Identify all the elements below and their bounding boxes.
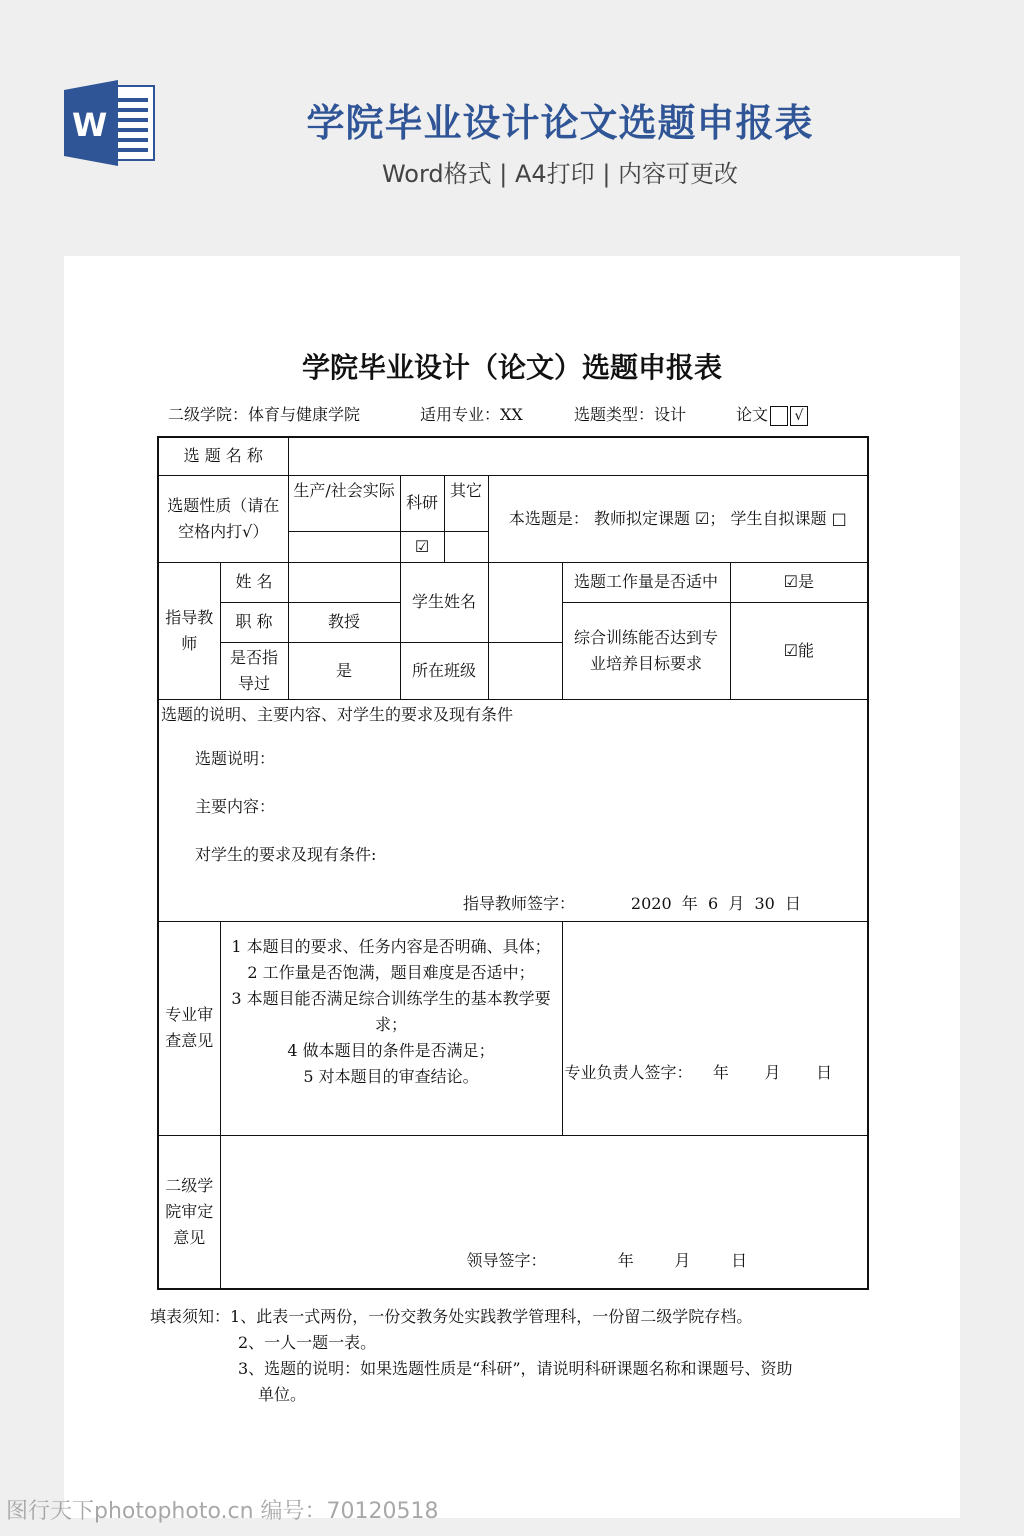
meta-major: 适用专业：XX: [420, 405, 523, 424]
type-checkbox-1[interactable]: [770, 406, 788, 426]
description-explain: 选题说明：: [195, 748, 276, 768]
nature-mark-research[interactable]: ☑: [400, 531, 444, 562]
topic-name-label: 选 题 名 称: [158, 437, 288, 475]
description-content: 主要内容：: [195, 796, 276, 816]
banner-title: 学院毕业设计论文选题申报表: [306, 101, 814, 145]
advisor-label: 指导教师: [158, 562, 220, 699]
student-class-field[interactable]: [488, 642, 562, 699]
topic-source: 本选题是： 教师拟定课题 ☑； 学生自拟课题 □: [488, 475, 868, 562]
advisor-signature: 指导教师签字： 2020 年 6 月 30 日: [462, 893, 802, 913]
notes-line: 3、选题的说明：如果选题性质是“科研”，请说明科研课题名称和课题号、资助: [238, 1359, 793, 1378]
nature-option-production: 生产/社会实际: [288, 475, 400, 531]
review-item: 3 本题目能否满足综合训练学生的基本教学要求；: [231, 988, 551, 1034]
fill-instructions: [150, 1304, 890, 1408]
description-requirements: 对学生的要求及现有条件:: [195, 844, 377, 864]
advisor-name-field[interactable]: [288, 562, 400, 602]
workload-value[interactable]: ☑是: [730, 562, 868, 602]
student-name-label: 学生姓名: [400, 562, 488, 642]
review-item: 2 工作量是否饱满，题目难度是否适中；: [247, 962, 535, 982]
training-label: 综合训练能否达到专业培养目标要求: [562, 602, 730, 699]
banner-subtitle: Word格式 | A4打印 | 内容可更改: [381, 160, 739, 188]
notes-line: 单位。: [258, 1385, 307, 1404]
notes-line: 1、此表一式两份，一份交教务处实践教学管理科，一份留二级学院存档。: [230, 1307, 753, 1326]
workload-label: 选题工作量是否适中: [562, 562, 730, 602]
description-heading: 选题的说明、主要内容、对学生的要求及现有条件: [161, 704, 514, 724]
meta-college: 二级学院：体育与健康学院: [168, 405, 361, 424]
review-signature-area[interactable]: [562, 921, 868, 1135]
advisor-name-label: 姓 名: [220, 562, 288, 602]
review-item: 4 做本题目的条件是否满足；: [287, 1040, 495, 1060]
review-item: 5 对本题目的审查结论。: [303, 1066, 479, 1086]
form-title: 学院毕业设计（论文）选题申报表: [301, 351, 722, 384]
advisor-title-label: 职 称: [220, 602, 288, 642]
college-review-label: 二级学院审定意见: [158, 1135, 220, 1289]
nature-option-other: 其它: [444, 475, 488, 531]
type-checkbox-2[interactable]: √: [790, 406, 808, 426]
major-head-signature: 专业负责人签字： 年 月 日: [564, 1062, 833, 1082]
student-name-field[interactable]: [488, 562, 562, 642]
advisor-guided-label: 是否指导过: [220, 642, 288, 699]
description-section[interactable]: [158, 699, 868, 921]
review-item: 1 本题目的要求、任务内容是否明确、具体；: [231, 936, 551, 956]
meta-type-lunwen: [736, 402, 808, 426]
meta-lunwen-label: 论文: [736, 405, 769, 424]
word-document-icon: [64, 80, 156, 166]
meta-type: 选题类型：设计: [574, 405, 687, 424]
advisor-title-value: 教授: [288, 602, 400, 642]
nature-mark-other[interactable]: [444, 531, 488, 562]
advisor-guided-value: 是: [288, 642, 400, 699]
topic-name-field[interactable]: [288, 437, 868, 475]
student-class-label: 所在班级: [400, 642, 488, 699]
nature-option-research: 科研: [400, 475, 444, 531]
nature-label: 选题性质（请在空格内打√）: [158, 475, 288, 562]
application-form-table: [157, 436, 869, 1290]
training-value[interactable]: ☑能: [730, 602, 868, 699]
notes-line: 2、一人一题一表。: [238, 1333, 377, 1352]
svg-text:W: W: [72, 106, 108, 144]
leader-signature: 领导签字： 年 月 日: [466, 1251, 748, 1270]
college-review-area[interactable]: [220, 1135, 868, 1289]
review-label: 专业审查意见: [158, 921, 220, 1135]
nature-mark-production[interactable]: [288, 531, 400, 562]
notes-prefix: 填表须知：: [150, 1307, 231, 1326]
review-criteria: [220, 921, 562, 1135]
watermark: 图行天下photophoto.cn 编号：70120518: [6, 1499, 439, 1524]
